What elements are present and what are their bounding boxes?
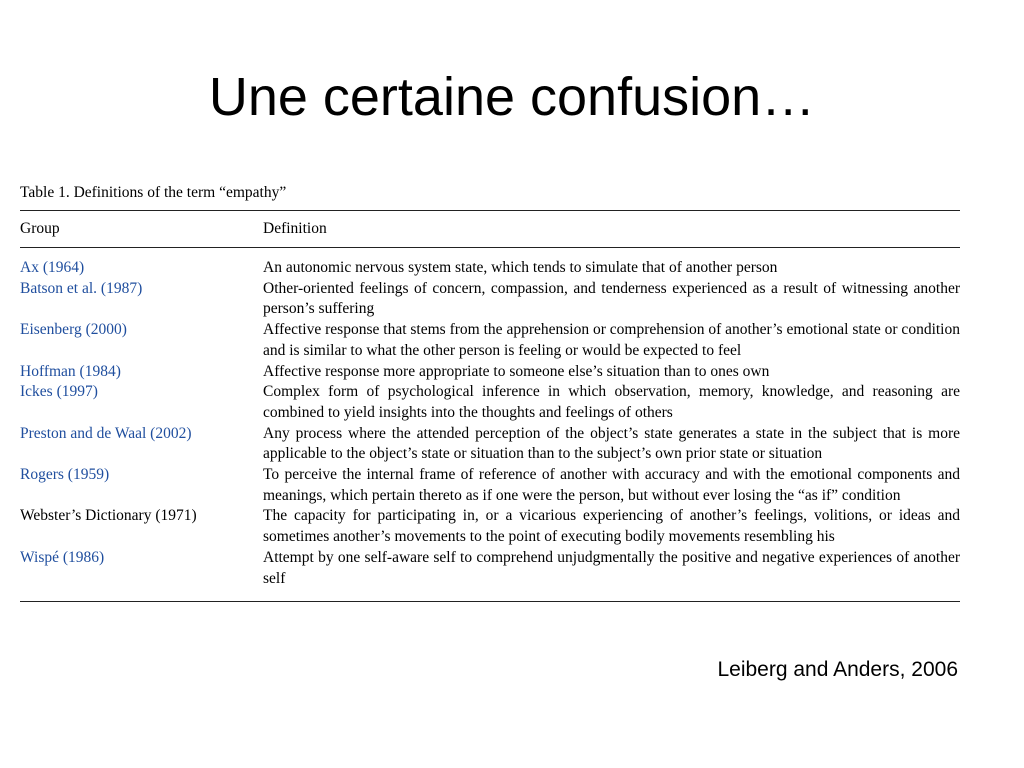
definition-cell: Any process where the attended perception of the object’s state generates a state in the subject that is more applicable to the object’s state or situation than to the subject’s own prior state or situation — [263, 424, 960, 463]
definitions-table — [20, 180, 960, 602]
group-citation-link[interactable]: Preston and de Waal (2002) — [20, 424, 192, 442]
group-cell: Webster’s Dictionary (1971) — [20, 507, 197, 525]
definition-cell: To perceive the internal frame of reference of another with accuracy and with the emotional components and meanings, which pertain thereto as if one were the person, but without ever losing the “as if” condition — [263, 466, 960, 504]
group-citation-link[interactable]: Ickes (1997) — [20, 383, 98, 401]
group-citation-link[interactable]: Wispé (1986) — [20, 548, 105, 566]
table-row — [20, 548, 960, 589]
group-citation-link[interactable]: Rogers (1959) — [20, 466, 110, 484]
table-row — [20, 258, 960, 279]
slide-title: Une certaine confusion… — [208, 67, 816, 127]
table-row — [20, 506, 960, 547]
table-caption: Table 1. Definitions of the term “empathy” — [20, 184, 287, 201]
definition-cell: Complex form of psychological inference in which observation, memory, knowledge, and reasoning are combined to yield insights into the thoughts and feelings of others — [263, 383, 960, 421]
table-row — [20, 362, 960, 383]
table-row — [20, 279, 960, 320]
group-citation-link[interactable]: Eisenberg (2000) — [20, 321, 127, 339]
definition-cell: An autonomic nervous system state, which tends to simulate that of another person — [263, 259, 778, 276]
table-row — [20, 424, 960, 465]
definition-cell: Affective response that stems from the apprehension or comprehension of another’s emotional state or condition and is similar to what the other person is feeling or would be expected to feel — [263, 321, 960, 359]
table-body — [20, 248, 960, 601]
table-header-row — [20, 211, 960, 247]
definition-cell: Affective response more appropriate to someone else’s situation than to ones own — [263, 362, 770, 380]
group-citation-link[interactable]: Hoffman (1984) — [20, 362, 121, 380]
header-group: Group — [20, 220, 60, 237]
definition-cell: Attempt by one self-aware self to comprehend unjudgmentally the positive and negative experiences of another self — [263, 548, 960, 587]
table-row — [20, 465, 960, 506]
group-citation-link[interactable]: Batson et al. (1987) — [20, 279, 143, 297]
definition-cell: Other-oriented feelings of concern, compassion, and tenderness experienced as a result of witnessing another person’s suffering — [263, 279, 960, 318]
definition-cell: The capacity for participating in, or a vicarious experiencing of another’s feelings, volitions, or ideas and sometimes another’s movements to the point of executing bodily movements resembling his — [263, 507, 960, 546]
citation: Leiberg and Anders, 2006 — [717, 658, 958, 681]
table-row — [20, 382, 960, 423]
table-bottom-rule — [20, 601, 960, 602]
table-row — [20, 320, 960, 361]
group-citation-link[interactable]: Ax (1964) — [20, 259, 85, 276]
header-definition: Definition — [263, 220, 327, 237]
